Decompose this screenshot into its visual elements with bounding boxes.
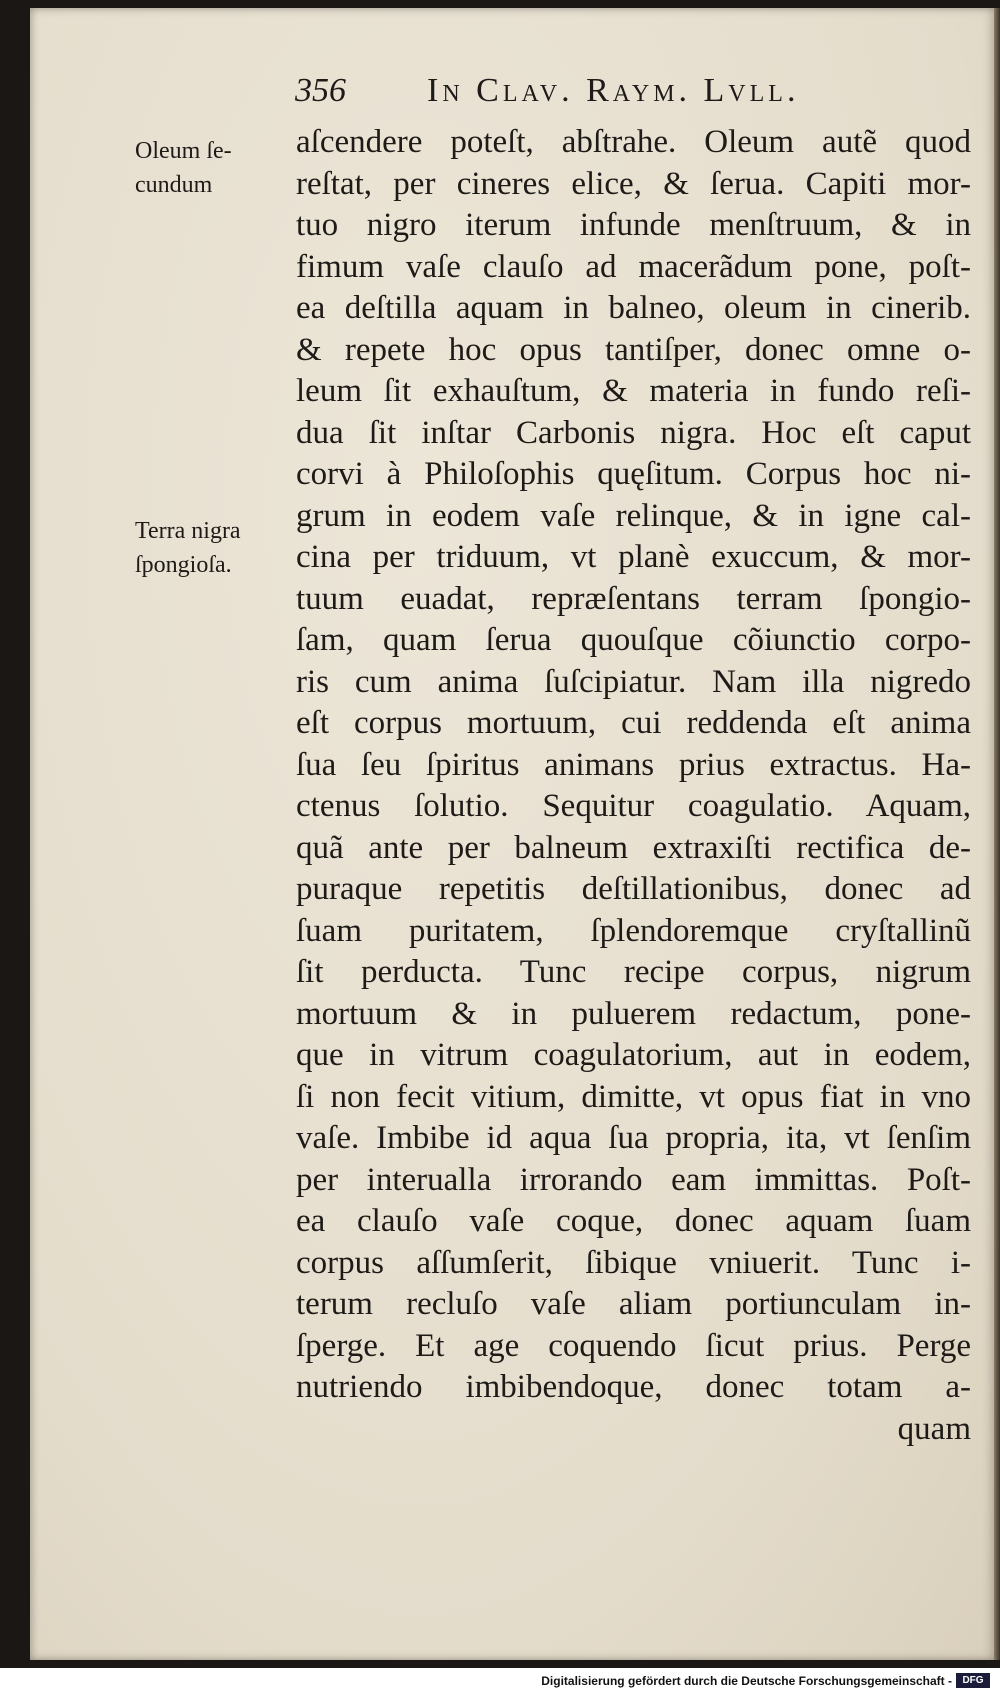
- text-line: aſcendere poteſt, abſtrahe. Oleum autẽ quod: [296, 124, 971, 160]
- dfg-logo: DFG: [956, 1673, 990, 1688]
- text-line: per interualla irrorando eam immittas. Poſt-: [296, 1161, 971, 1198]
- text-line: cina per triduum, vt planè exuccum, & mor-: [296, 539, 971, 575]
- text-line: quã ante per balneum extraxiſti rectifica de-: [296, 829, 971, 866]
- text-line: corvi à Philoſophis quęſitum. Corpus hoc ni-: [296, 456, 971, 492]
- text-line: vaſe. Imbibe id aqua ſua propria, ita, vt ſenſim: [296, 1120, 971, 1156]
- running-title: In Clav. Raym. Lvll.: [427, 72, 800, 109]
- text-line: quam: [897, 1410, 971, 1447]
- page-edge: [994, 8, 1000, 1660]
- text-line: que in vitrum coagulatorium, aut in eodem,: [296, 1037, 971, 1073]
- text-line: mortuum & in puluerem redactum, pone-: [296, 995, 971, 1032]
- text-line: fimum vaſe clauſo ad macerãdum pone, poſt-: [296, 248, 971, 285]
- footer-bar: [0, 1668, 1000, 1695]
- text-line: nutriendo imbibendoque, donec totam a-: [296, 1369, 971, 1405]
- running-head: [295, 72, 875, 112]
- text-line: eſt corpus mortuum, cui reddenda eſt anima: [296, 705, 971, 741]
- digitization-credit: Digitalisierung gefördert durch die Deutsche Forschungsgemeinschaft -: [541, 1674, 952, 1688]
- text-line: tuo nigro iterum infunde menſtruum, & in: [296, 207, 971, 243]
- text-line: ſi non fecit vitium, dimitte, vt opus fiat in vno: [296, 1078, 971, 1115]
- text-line: puraque repetitis deſtillationibus, donec ad: [296, 871, 971, 907]
- text-line: corpus aſſumſerit, ſibique vniuerit. Tunc i-: [296, 1244, 971, 1281]
- text-line: ris cum anima ſuſcipiatur. Nam illa nigredo: [296, 663, 971, 700]
- text-line: reſtat, per cineres elice, & ſerua. Capiti mor-: [296, 165, 971, 202]
- text-line: leum ſit exhauſtum, & materia in fundo reſi-: [296, 373, 971, 409]
- text-line: ſperge. Et age coquendo ſicut prius. Perge: [296, 1327, 971, 1364]
- text-line: ſit perducta. Tunc recipe corpus, nigrum: [296, 954, 971, 990]
- text-line: ſua ſeu ſpiritus animans prius extractus. Ha-: [296, 746, 971, 783]
- text-line: tuum euadat, repræſentans terram ſpongio-: [296, 580, 971, 617]
- text-line: terum recluſo vaſe aliam portiunculam in-: [296, 1286, 971, 1322]
- text-line: & repete hoc opus tantiſper, donec omne o-: [296, 331, 971, 368]
- body-text: [296, 122, 971, 1450]
- marginal-note-line: Oleum ſe-: [135, 138, 232, 164]
- text-line: ſuam puritatem, ſplendoremque cryſtallinũ: [296, 912, 971, 949]
- text-line: dua ſit inſtar Carbonis nigra. Hoc eſt caput: [296, 414, 971, 451]
- text-line: ſam, quam ſerua quouſque cõiunctio corpo-: [296, 622, 971, 658]
- marginal-note-line: Terra nigra: [135, 518, 241, 544]
- marginal-note-terra: [135, 514, 275, 582]
- marginal-note-oleum: [135, 134, 275, 202]
- text-line: ea clauſo vaſe coque, donec aquam ſuam: [296, 1203, 971, 1239]
- marginal-note-line: cundum: [135, 172, 213, 198]
- text-line: ctenus ſolutio. Sequitur coagulatio. Aquam,: [296, 788, 971, 824]
- text-line: ea deſtilla aquam in balneo, oleum in cinerib.: [296, 290, 971, 326]
- text-line: grum in eodem vaſe relinque, & in igne cal-: [296, 497, 971, 534]
- page-number: 356: [295, 72, 346, 109]
- marginal-note-line: ſpongioſa.: [135, 552, 232, 578]
